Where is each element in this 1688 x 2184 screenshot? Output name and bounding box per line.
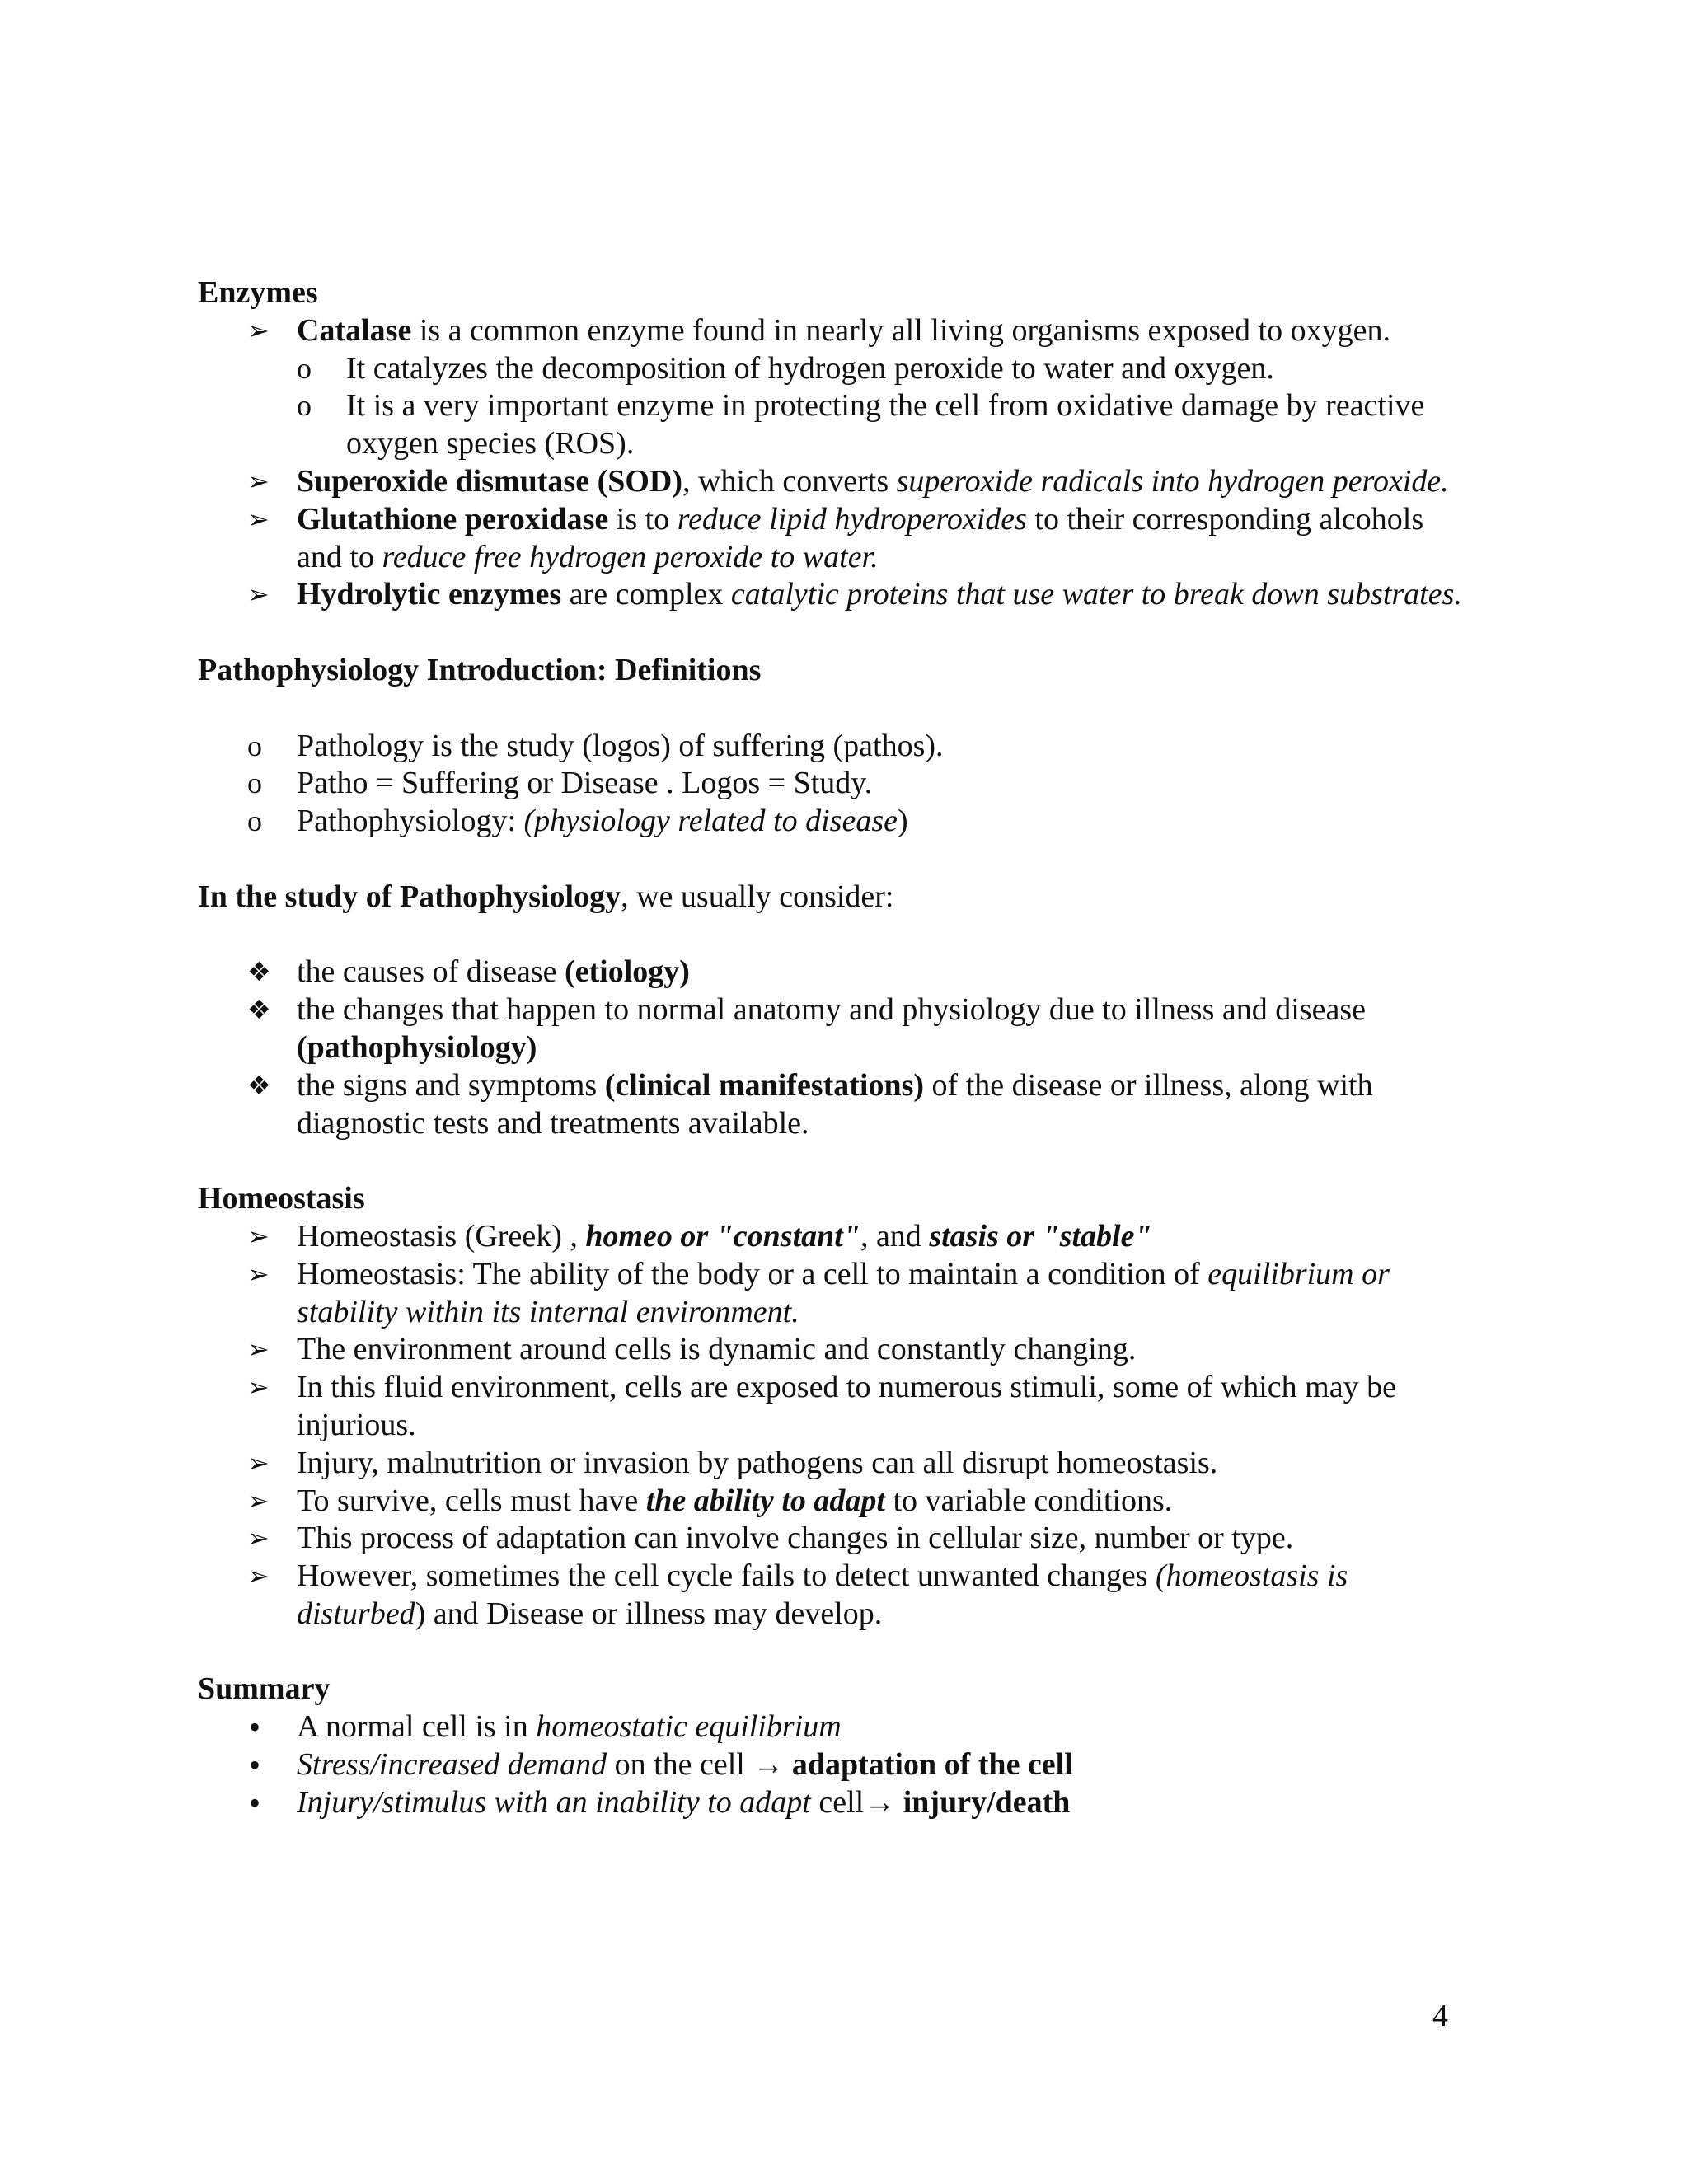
study-list (198, 954, 1467, 1142)
summary-heading: Summary (198, 1671, 331, 1707)
arrow-bullet-icon: ➢ (247, 465, 270, 497)
page-content (198, 274, 1467, 1822)
list-item-summary-2: • Stress/increased demand on the cell → adaptation of the cell (249, 1746, 1073, 1784)
arrow-bullet-icon: ➢ (247, 579, 270, 611)
list-item-homeostasis-1: ➢ Homeostasis (Greek) , homeo or "constant", and stasis or "stable" (198, 1218, 1467, 1256)
summary-list (198, 1708, 1467, 1821)
arrow-bullet-icon: ➢ (247, 1333, 270, 1366)
spacer (198, 690, 1467, 728)
arrow-bullet-icon: ➢ (247, 503, 270, 535)
arrow-bullet-icon: ➢ (247, 1371, 270, 1404)
enzymes-heading: Enzymes (198, 275, 318, 310)
arrow-bullet-icon: ➢ (247, 1484, 270, 1516)
spacer (198, 841, 1467, 879)
list-item-summary-3: • Injury/stimulus with an inability to adapt cell→ injury/death (249, 1783, 1071, 1821)
study-heading: In the study of Pathophysiology, we usually consider: (198, 879, 894, 914)
term-sod: Superoxide dismutase (SOD) (297, 463, 683, 499)
list-item-catalase: ➢ Catalase is a common enzyme found in nearly all living organisms exposed to oxygen. (198, 312, 1467, 350)
term-glutathione: Glutathione peroxidase (297, 501, 609, 537)
circle-bullet-icon: o (297, 351, 312, 385)
list-item-clinical-manifestations: ❖ the signs and symptoms (clinical manifestations) of the disease or illness, along with diagnostic tests and treatments available. (247, 1067, 1373, 1141)
term-hydrolytic: Hydrolytic enzymes (297, 577, 562, 612)
circle-bullet-icon: o (247, 729, 262, 762)
list-item-homeostasis-4: ➢ In this fluid environment, cells are exposed to numerous stimuli, some of which may be injurious. (247, 1370, 1396, 1442)
list-item-definition-1: o Pathology is the study (logos) of suffering (pathos). (198, 728, 1467, 766)
circle-bullet-icon: o (247, 804, 262, 838)
spacer (198, 1633, 1467, 1671)
bullet-dot-icon: • (249, 1783, 261, 1821)
list-item-sod: ➢ Superoxide dismutase (SOD), which converts superoxide radicals into hydrogen peroxide. (198, 463, 1467, 501)
page-number: 4 (1432, 1999, 1448, 2033)
homeostasis-list (198, 1218, 1467, 1633)
list-item-pathophysiology: ❖ the changes that happen to normal anatomy and physiology due to illness and disease (pathophysiology) (247, 992, 1366, 1065)
diamond-bullet-icon: ❖ (247, 994, 271, 1026)
circle-bullet-icon: o (297, 389, 312, 423)
spacer (198, 916, 1467, 954)
enzymes-list (198, 312, 1467, 614)
arrow-bullet-icon: ➢ (247, 1258, 270, 1290)
arrow-bullet-icon: ➢ (247, 1446, 270, 1479)
diamond-bullet-icon: ❖ (247, 1069, 271, 1101)
homeostasis-heading: Homeostasis (198, 1181, 365, 1216)
list-item-catalase-sub1: o It catalyzes the decomposition of hydrogen peroxide to water and oxygen. (198, 350, 1467, 388)
bullet-dot-icon: • (249, 1708, 261, 1746)
list-item-homeostasis-5: ➢ Injury, malnutrition or invasion by pathogens can all disrupt homeostasis. (198, 1445, 1467, 1483)
arrow-bullet-icon: ➢ (247, 1560, 270, 1592)
spacer (198, 614, 1467, 652)
list-item-definition-3: o Pathophysiology: (physiology related to disease) (198, 803, 1467, 841)
arrow-bullet-icon: ➢ (247, 1220, 270, 1252)
list-item-catalase-sub2: o It is a very important enzyme in protecting the cell from oxidative damage by reactive oxygen species (ROS). (297, 388, 1425, 462)
term-catalase: Catalase (297, 312, 412, 348)
arrow-bullet-icon: ➢ (247, 1522, 270, 1554)
list-item-homeostasis-7: ➢ This process of adaptation can involve changes in cellular size, number or type. (198, 1520, 1467, 1558)
list-item-homeostasis-3: ➢ The environment around cells is dynamic and constantly changing. (198, 1331, 1467, 1369)
list-item-homeostasis-8: ➢ However, sometimes the cell cycle fails to detect unwanted changes (homeostasis is disturbed) and Disease or illness may develop. (247, 1558, 1348, 1631)
list-item-hydrolytic: ➢ Hydrolytic enzymes are complex catalytic proteins that use water to break down substrates. (198, 576, 1467, 614)
list-item-homeostasis-6: ➢ To survive, cells must have the ability to adapt to variable conditions. (198, 1483, 1467, 1521)
list-item-definition-2: o Patho = Suffering or Disease . Logos = Study. (198, 765, 1467, 803)
circle-bullet-icon: o (247, 766, 262, 800)
list-item-etiology: ❖ the causes of disease (etiology) (198, 954, 1467, 991)
bullet-dot-icon: • (249, 1746, 261, 1784)
definitions-list (198, 728, 1467, 841)
spacer (198, 1142, 1467, 1180)
diamond-bullet-icon: ❖ (247, 956, 271, 988)
list-item-summary-1: • A normal cell is in homeostatic equilibrium (249, 1708, 842, 1746)
arrow-bullet-icon: ➢ (247, 314, 270, 346)
list-item-glutathione: ➢ Glutathione peroxidase is to reduce lipid hydroperoxides to their corresponding alcohols and to reduce free hydrogen peroxide to water. (247, 501, 1424, 574)
list-item-homeostasis-2: ➢ Homeostasis: The ability of the body or a cell to maintain a condition of equilibrium or stability within its internal environment. (247, 1256, 1390, 1329)
definitions-heading: Pathophysiology Introduction: Definitions (198, 652, 762, 687)
